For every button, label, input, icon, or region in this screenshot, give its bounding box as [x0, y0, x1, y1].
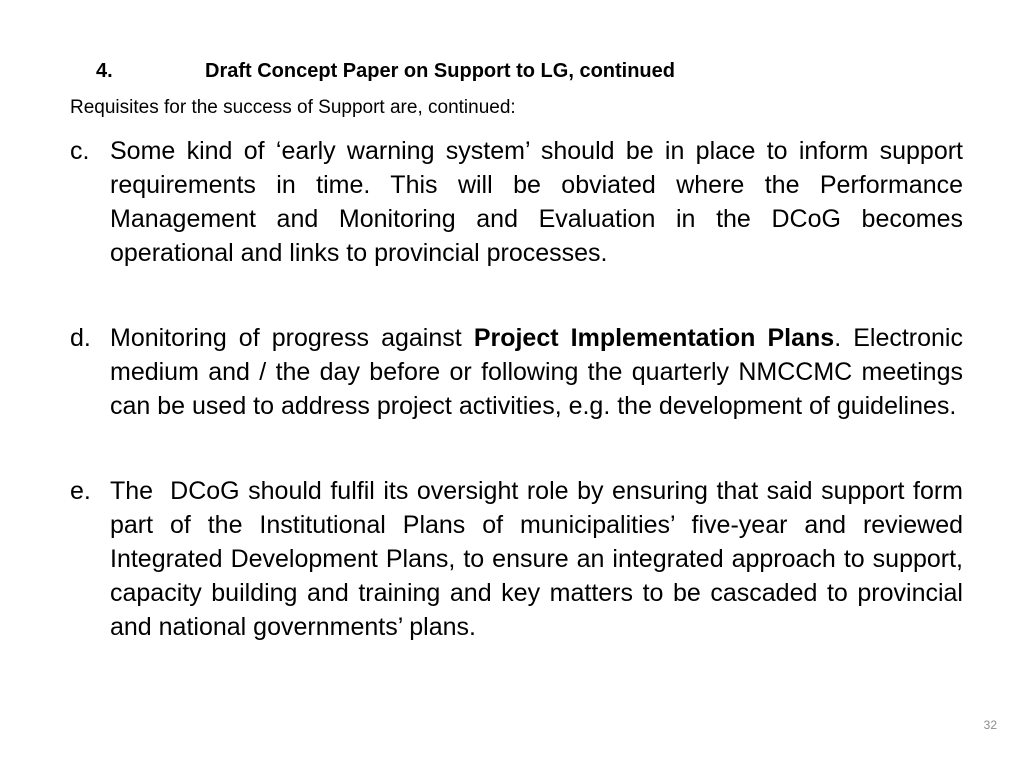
list-item-text-before: Monitoring of progress against	[110, 324, 474, 352]
section-number: 4.	[96, 60, 113, 82]
list-item-text-after: . Electronic medium and / the day before or following the quarterly NMCCMC meetings can be used to address project activities, e.g. the development of guidelines.	[110, 324, 963, 420]
list-marker: e.	[70, 477, 91, 505]
list-marker: c.	[70, 137, 90, 165]
list-item-c	[70, 134, 963, 270]
list-marker: d.	[70, 324, 91, 352]
list-item-text: Some kind of ‘early warning system’ should be in place to inform support requirements in time. This will be obviated where the Performance Management and Monitoring and Evaluation in the DCoG becomes operational and links to provincial processes.	[110, 137, 963, 267]
list-item-d	[70, 321, 963, 423]
requisites-list	[70, 134, 970, 644]
section-title: Draft Concept Paper on Support to LG, continued	[205, 60, 675, 82]
list-item-text: The DCoG should fulfil its oversight role by ensuring that said support form part of the Institutional Plans of municipalities’ five-year and reviewed Integrated Development Plans, to ensure an integrated approach to support, capacity building and training and key matters to be cascaded to provincial and national governments’ plans.	[110, 477, 970, 641]
page-number: 32	[983, 718, 997, 732]
list-item-e	[70, 474, 970, 644]
section-heading	[96, 60, 675, 83]
list-item-bold-text: Project Implementation Plans	[473, 324, 835, 352]
subheading: Requisites for the success of Support are, continued:	[70, 97, 516, 118]
